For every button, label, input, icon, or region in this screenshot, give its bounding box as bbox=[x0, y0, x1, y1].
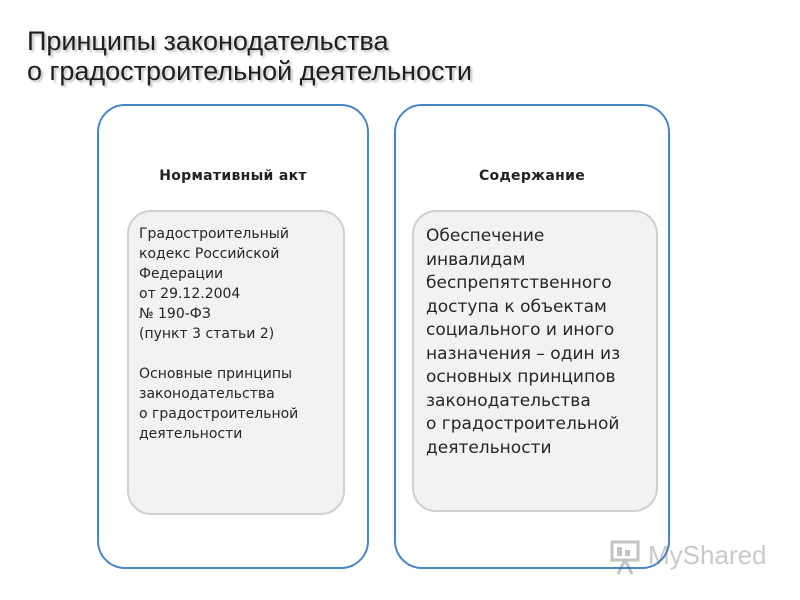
content-line: о градостроительной bbox=[426, 414, 620, 434]
content-line: назначения – один из bbox=[426, 343, 621, 364]
principles-line: деятельности bbox=[139, 426, 243, 442]
paragraph-gap bbox=[139, 344, 333, 364]
slide-title-line-2: о градостроительной деятельности bbox=[27, 56, 472, 86]
content-text-box bbox=[412, 210, 658, 512]
normative-act-content bbox=[127, 210, 345, 515]
content-line: социального и иного bbox=[426, 320, 615, 340]
watermark-text: MyShared bbox=[648, 540, 767, 570]
presentation-board-icon bbox=[606, 536, 644, 576]
principles-line: законодательства bbox=[139, 386, 275, 402]
content-line: Обеспечение bbox=[426, 226, 545, 246]
slide-title bbox=[27, 26, 472, 86]
normative-act-header: Нормативный акт bbox=[159, 168, 307, 184]
content-line: инвалидам bbox=[426, 249, 526, 270]
principles-line: о градостроительной bbox=[139, 406, 299, 422]
normative-act-line: Градостроительный bbox=[139, 226, 289, 242]
content-line: основных принципов bbox=[426, 367, 616, 387]
content-card bbox=[394, 104, 670, 569]
normative-act-line: (пункт 3 статьи 2) bbox=[139, 326, 275, 342]
principles-line: Основные принципы bbox=[139, 366, 293, 382]
content-line: законодательства bbox=[426, 390, 591, 411]
normative-act-line: № 190-ФЗ bbox=[139, 306, 211, 322]
content-line: беспрепятственного bbox=[426, 273, 612, 293]
normative-act-card bbox=[97, 104, 369, 569]
normative-act-line: Федерации bbox=[139, 266, 224, 282]
content-line: деятельности bbox=[426, 437, 552, 458]
content-line: доступа к объектам bbox=[426, 296, 607, 317]
normative-act-line: от 29.12.2004 bbox=[139, 286, 241, 302]
content-header: Содержание bbox=[478, 168, 586, 184]
slide-title-line-1: Принципы законодательства bbox=[27, 26, 389, 56]
myshared-watermark bbox=[606, 536, 766, 576]
normative-act-line: кодекс Российской bbox=[139, 246, 280, 262]
